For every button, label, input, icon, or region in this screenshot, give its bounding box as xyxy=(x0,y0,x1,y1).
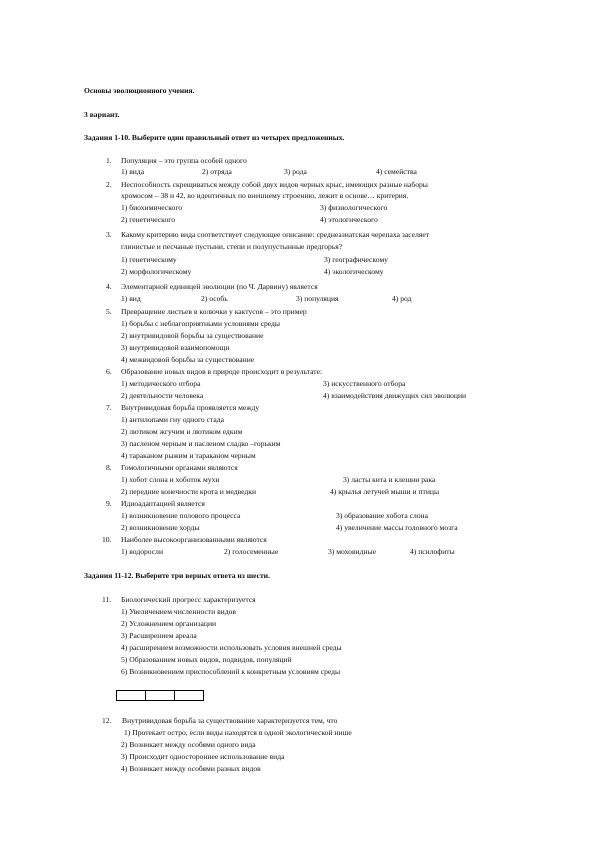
question-1-option: 3) рода xyxy=(284,167,307,176)
question-10-number: 10. xyxy=(102,535,112,544)
question-2-option: 3) физиологического xyxy=(320,203,388,212)
question-9-number: 9. xyxy=(106,499,112,508)
question-2-number: 2. xyxy=(106,180,112,189)
answer-grid xyxy=(117,690,204,701)
question-6-option: 3) искусственного отбора xyxy=(323,379,406,388)
variant-label: 3 вариант. xyxy=(84,110,120,119)
question-4-option: 4) род xyxy=(392,294,412,303)
question-5-option: 1) борьбы с неблагоприятными условиями среды xyxy=(121,319,281,328)
question-6-option: 4) взаимодействия движущих сил эволюции xyxy=(323,391,467,400)
question-6-option: 2) деятельности человека xyxy=(121,391,204,400)
question-3-number: 3. xyxy=(106,230,112,239)
section-1-heading: Задания 1-10. Выберите один правильный ответ из четырех предложенных. xyxy=(84,133,345,142)
question-8-option: 3) ласты кита и клешни рака xyxy=(343,475,436,484)
question-11-text: Биологический прогресс характеризуется xyxy=(121,595,256,604)
question-7-option: 2) лютиком жгучим и лютиком едким xyxy=(121,427,243,436)
question-4-text: Элементарной единицей эволюции (по Ч. Дарвину) является xyxy=(121,282,318,291)
question-12-text: Внутривидовая борьба за существование характеризуется тем, что xyxy=(122,716,338,725)
question-10-option: 1) водоросли xyxy=(121,547,164,556)
question-7-option: 4) тараканом рыжим и тараканом черным xyxy=(121,451,256,460)
question-10-option: 3) моховидные xyxy=(328,547,376,556)
question-11-option: 5) Образованием новых видов, подвидов, популяций xyxy=(121,655,292,664)
question-11-option: 3) Расширением ареала xyxy=(121,631,197,640)
question-6-text: Образование новых видов в природе происходит в результате: xyxy=(121,367,323,376)
question-9-option: 1) возникновение полового процесса xyxy=(121,511,241,520)
question-3-option: 3) географическому xyxy=(324,255,388,264)
question-8-option: 2) передние конечности крота и медведки xyxy=(121,487,257,496)
question-12-number: 12. xyxy=(102,716,112,725)
question-5-option: 2) внутривидовой борьбы за существование xyxy=(121,331,264,340)
document-title: Основы эволюционного учения. xyxy=(84,86,195,95)
question-12-option: 2) Возникает между особями одного вида xyxy=(121,740,256,749)
question-1-text: Популяция – это группа особей одного xyxy=(121,156,247,165)
answer-cell[interactable] xyxy=(116,690,146,701)
question-5-option: 4) межвидовой борьбы за существование xyxy=(121,355,255,364)
question-4-number: 4. xyxy=(106,282,112,291)
question-3-text: Какому критерию вида соответствует следующее описание: среднеазиатская черепаха заселяет xyxy=(121,230,430,239)
question-10-option: 2) голосеменные xyxy=(224,547,279,556)
question-7-option: 3) пасленом черным и пасленом сладко –горьким xyxy=(121,439,281,448)
question-4-option: 1) вид xyxy=(121,294,141,303)
answer-cell[interactable] xyxy=(145,690,175,701)
question-3-text-cont: глинистые и песчаные пустыни, степи и полупустынные предгорья? xyxy=(121,242,343,251)
question-8-option: 1) хобот слона и хоботок мухи xyxy=(121,475,220,484)
question-9-text: Идиоадаптацией является xyxy=(121,499,205,508)
question-4-option: 2) особь xyxy=(201,294,228,303)
question-3-option: 4) экологическому xyxy=(324,267,384,276)
question-10-text: Наиболее высокоорганизованными являются xyxy=(121,535,267,544)
question-8-text: Гомологичными органами являются xyxy=(121,463,238,472)
question-3-option: 2) морфологическому xyxy=(121,267,192,276)
section-2-heading: Задания 11-12. Выберите три верных ответа из шести. xyxy=(84,571,270,580)
question-11-option: 2) Усложнением организации xyxy=(121,619,217,628)
question-12-option: 4) Возникает между особями разных видов xyxy=(121,764,261,773)
question-7-number: 7. xyxy=(106,403,112,412)
question-2-option: 1) биохимического xyxy=(121,203,183,212)
question-6-option: 1) методического отбора xyxy=(121,379,201,388)
question-11-option: 6) Возникновением приспособлений к конкретным условиям среды xyxy=(121,667,341,676)
question-5-text: Превращение листьев в колючки у кактусов – это пример xyxy=(121,307,307,316)
question-5-option: 3) внутривидовой взаимопомощи xyxy=(121,343,230,352)
question-11-option: 4) расширением возможности использовать условия внешней среды xyxy=(121,643,342,652)
question-12-option: 1) Протекает остро, если виды находятся в одной экологической нише xyxy=(124,728,352,737)
question-11-number: 11. xyxy=(102,595,112,604)
answer-cell[interactable] xyxy=(174,690,204,701)
question-3-option: 1) генетическому xyxy=(121,255,177,264)
question-4-option: 3) популяция xyxy=(296,294,339,303)
question-1-option: 2) отряда xyxy=(202,167,232,176)
question-11-option: 1) Увеличением численности видов xyxy=(121,607,236,616)
question-9-option: 3) образование хобота слона xyxy=(336,511,428,520)
question-9-option: 4) увеличение массы головного мозга xyxy=(336,523,458,532)
question-7-option: 1) антилопами гну одного стада xyxy=(121,415,225,424)
question-5-number: 5. xyxy=(106,307,112,316)
question-9-option: 2) возникновение хорды xyxy=(121,523,200,532)
question-1-option: 4) семейства xyxy=(376,167,417,176)
question-7-text: Внутривидовая борьба проявляется между xyxy=(121,403,260,412)
question-2-text-cont: хромосом – 38 и 42, во идентичных по внешнему строению, лежит в основе… критерия. xyxy=(121,191,409,200)
question-10-option: 4) псилофиты xyxy=(410,547,455,556)
question-1-option: 1) вида xyxy=(121,167,145,176)
question-6-number: 6. xyxy=(106,367,112,376)
question-2-option: 2) генетического xyxy=(121,215,175,224)
question-1-number: 1. xyxy=(106,156,112,165)
question-8-option: 4) крылья летучей мыши и птицы xyxy=(330,487,440,496)
question-12-option: 3) Происходит одностороннее использование вида xyxy=(121,752,285,761)
question-8-number: 8. xyxy=(106,463,112,472)
question-2-text: Неспособность скрещиваться между собой двух видов черных крыс, имеющих разные наборы xyxy=(121,180,428,189)
question-2-option: 4) этологического xyxy=(320,215,378,224)
